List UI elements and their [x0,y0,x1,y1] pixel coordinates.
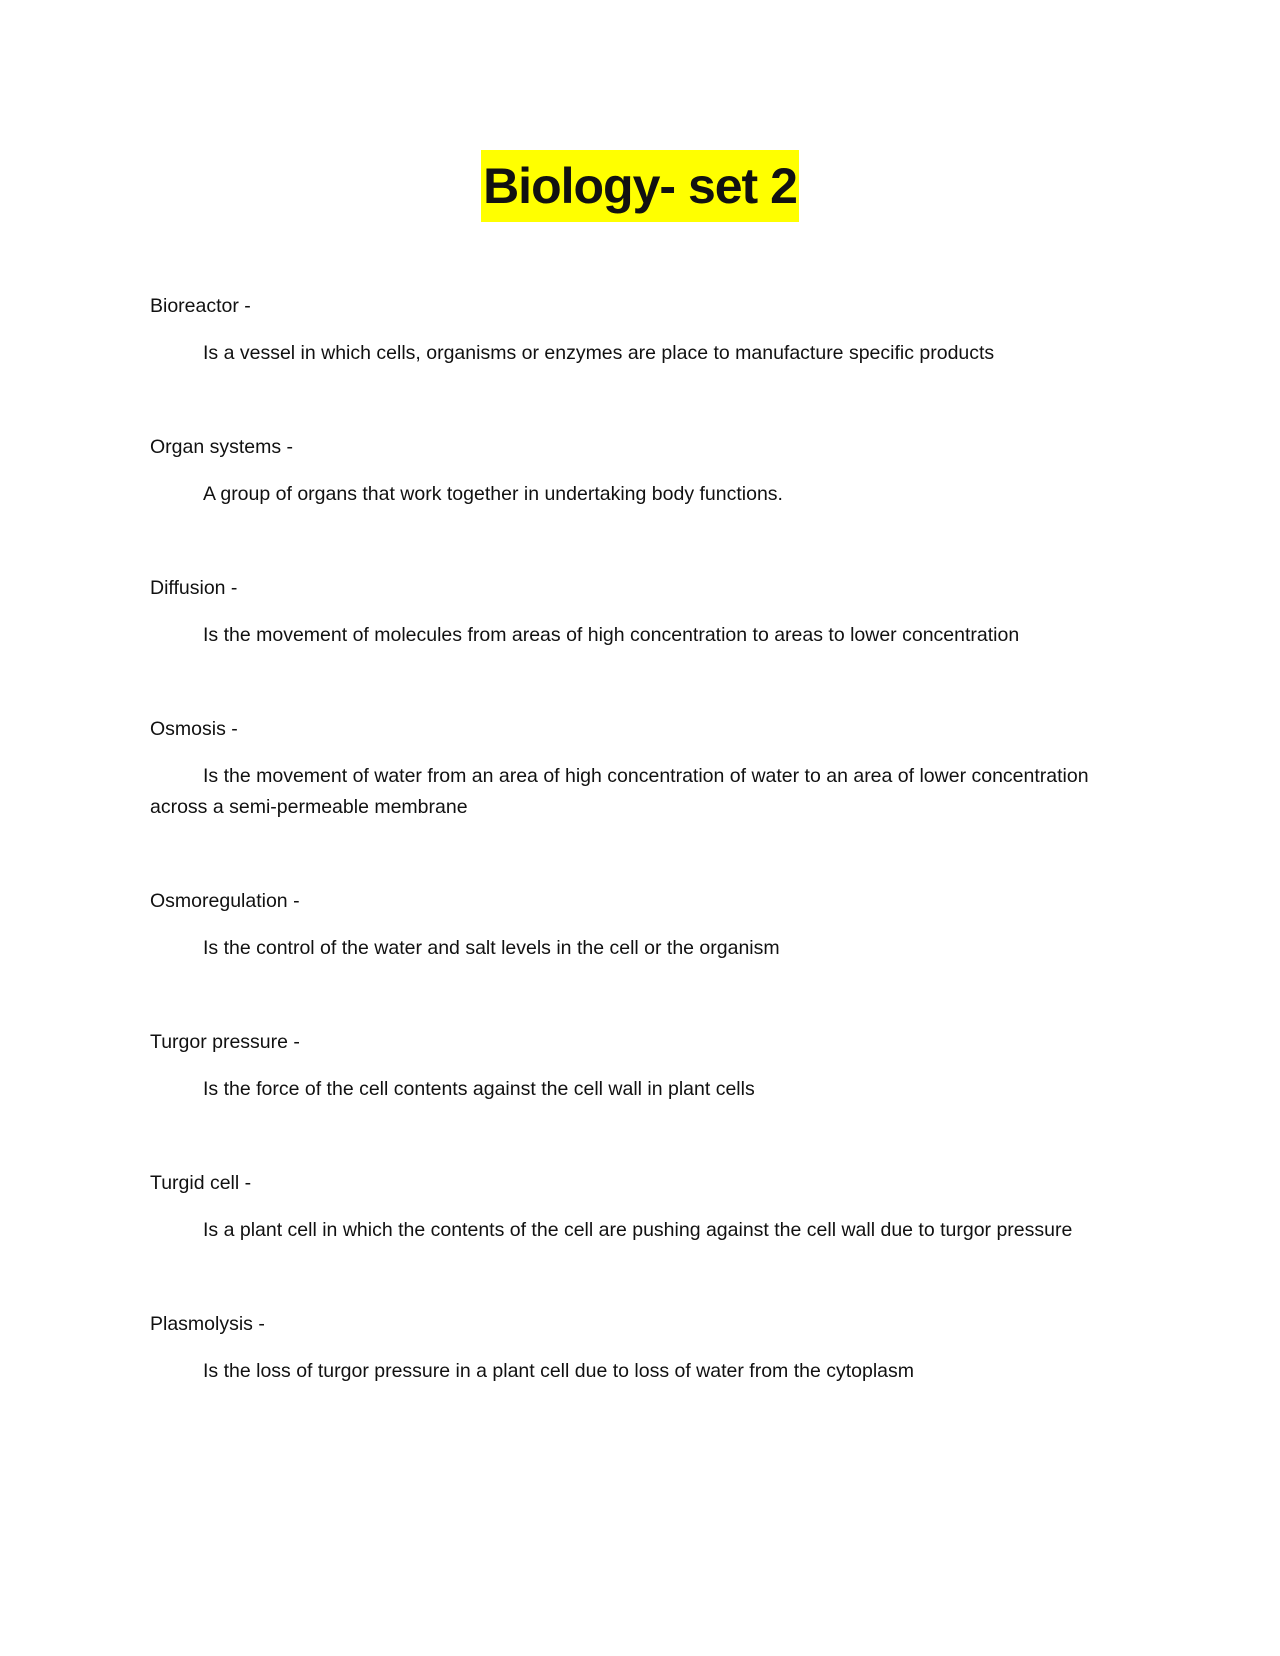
definition: Is a vessel in which cells, organisms or enzymes are place to manufacture specific products [203,342,995,364]
term: Osmoregulation - [150,890,300,912]
entry-plasmolysis [150,1309,1110,1387]
term: Turgid cell - [150,1172,252,1194]
entry-osmosis [150,714,1110,823]
definitions-list [150,291,1110,1450]
definition: Is the loss of turgor pressure in a plant cell due to loss of water from the cytoplasm [203,1360,914,1382]
definition: Is the movement of water from an area of high concentration of water to an area of lower concentration across a semi-permeable membrane [150,765,1089,818]
definition: Is a plant cell in which the contents of the cell are pushing against the cell wall due to turgor pressure [203,1219,1073,1241]
definition: Is the force of the cell contents against the cell wall in plant cells [203,1078,755,1100]
definition: A group of organs that work together in undertaking body functions. [203,483,783,505]
definition: Is the movement of molecules from areas of high concentration to areas to lower concentration [203,624,1020,646]
entry-organ-systems [150,432,1110,510]
title-container [0,150,1280,222]
term: Plasmolysis - [150,1313,265,1335]
term: Organ systems - [150,436,294,458]
term: Bioreactor - [150,295,251,317]
entry-diffusion [150,573,1110,651]
document-title: Biology- set 2 [481,150,799,222]
entry-bioreactor [150,291,1110,369]
term: Turgor pressure - [150,1031,300,1053]
entry-turgor-pressure [150,1027,1110,1105]
term: Osmosis - [150,718,238,740]
entry-turgid-cell [150,1168,1110,1246]
definition: Is the control of the water and salt levels in the cell or the organism [203,937,780,959]
entry-osmoregulation [150,886,1110,964]
term: Diffusion - [150,577,238,599]
